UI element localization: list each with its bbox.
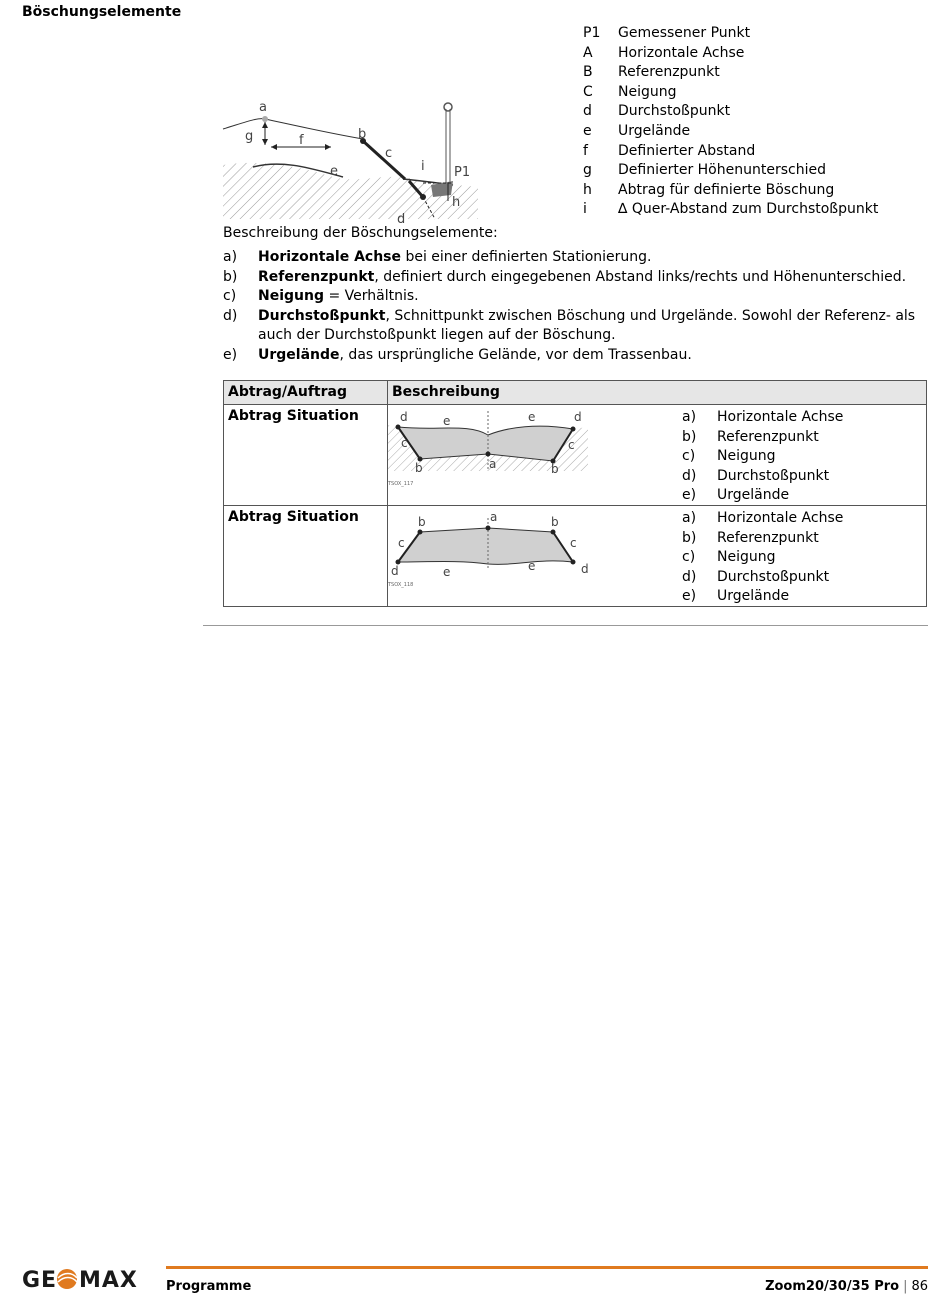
item-letter: e) [682,588,697,605]
svg-text:e: e [528,559,536,573]
footer-page-number: 86 [911,1279,928,1294]
item-text [258,346,692,366]
item-letter: b) [682,428,697,445]
item-label: Referenzpunkt [717,529,819,546]
legend-label: ∆ Quer-Abstand zum Durchstoßpunkt [618,201,879,218]
label-e: e [330,164,338,179]
label-g: g [245,129,254,144]
description-list [223,248,928,366]
svg-text:MAX: MAX [79,1268,138,1293]
legend-label: Neigung [618,83,677,100]
footer-section-name: Programme [166,1279,252,1294]
svg-text:e: e [528,410,536,424]
legend-row [583,142,878,162]
section-divider [203,625,928,626]
list-item [682,467,843,487]
legend-row [583,102,878,122]
list-item [682,447,843,467]
svg-text:a: a [489,457,497,471]
item-label: Durchstoßpunkt [717,467,830,484]
svg-text:b: b [551,515,559,529]
list-item [682,509,843,529]
label-b: b [358,127,367,142]
description-item [223,307,928,346]
item-label: Urgelände [717,588,790,605]
legend-row [583,122,878,142]
item-label: Durchstoßpunkt [717,568,830,585]
item-letter: d) [682,568,697,585]
legend-label: Referenzpunkt [618,64,720,81]
fill-situation-diagram [388,510,593,590]
description-item [223,287,928,307]
legend-row [583,161,878,181]
legend-key: A [583,44,593,61]
description-item [223,268,928,288]
item-body: , Schnittpunkt zwischen Böschung und Urgelände. Sowohl der Referenz- als auch der Durchstoßpunkt liegen auf der Böschung. [258,307,916,344]
svg-text:d: d [391,564,399,578]
svg-text:c: c [568,438,575,452]
slope-elements-diagram [223,97,478,227]
legend-row [583,181,878,201]
list-item [682,408,843,428]
item-label: Horizontale Achse [717,510,844,526]
legend-key: d [583,103,592,120]
legend-label: Horizontale Achse [618,44,745,61]
footer-page-info [700,1279,928,1294]
svg-text:d: d [400,410,408,424]
footer-accent-bar [166,1266,928,1269]
svg-text:b: b [551,462,559,476]
item-label: Horizontale Achse [717,409,844,425]
label-i: i [421,159,425,174]
legend-key: C [583,83,593,100]
situation-items [682,408,843,506]
legend-row [583,24,878,44]
item-letter: b) [682,529,697,546]
item-letter: c) [223,288,237,305]
situation-description [388,506,927,607]
legend-key: h [583,181,592,198]
item-label: Neigung [717,448,776,465]
legend-row [583,63,878,83]
svg-text:c: c [398,536,405,550]
item-body: = Verhältnis. [324,288,419,305]
legend-key: e [583,122,592,139]
item-letter: c) [682,549,696,566]
legend-label: Urgelände [618,122,691,139]
legend-key: f [583,142,588,159]
description-item [223,346,928,366]
situation-description [388,405,927,506]
svg-text:b: b [415,461,423,475]
svg-text:e: e [443,565,451,579]
item-text [258,268,906,288]
label-f: f [299,133,304,148]
legend-key: B [583,64,593,81]
list-item [682,486,843,506]
header-abtrag-auftrag: Abtrag/Auftrag [224,381,388,405]
legend-label: Definierter Höhenunterschied [618,162,826,179]
item-term: Urgelände [258,346,340,363]
item-label: Referenzpunkt [717,428,819,445]
svg-text:b: b [418,515,426,529]
item-term: Neigung [258,288,324,305]
item-term: Referenzpunkt [258,268,375,285]
footer-separator: | [903,1279,908,1294]
situation-label: Abtrag Situation [224,405,388,506]
situation-table [223,380,927,607]
description-item [223,248,928,268]
item-letter: e) [223,346,238,363]
label-a: a [259,100,267,115]
item-body: bei einer definierten Stationierung. [401,249,652,265]
situation-items [682,509,843,607]
legend-row [583,44,878,64]
list-item [682,587,843,607]
svg-text:c: c [570,536,577,550]
legend-row [583,83,878,103]
item-letter: b) [223,268,238,285]
table-row [224,405,927,506]
item-text [258,307,928,346]
item-text [258,248,652,268]
legend-label: Gemessener Punkt [618,25,751,41]
svg-text:GE: GE [22,1268,58,1293]
geomax-logo-mark [22,1266,152,1292]
table-row [224,506,927,607]
header-beschreibung: Beschreibung [388,381,927,405]
diagram-code: TSOX_117 [388,481,414,487]
item-letter: a) [682,409,697,425]
legend-key: P1 [583,25,601,41]
label-h: h [452,195,461,210]
legend-key: i [583,201,587,218]
diagram-legend [583,24,878,220]
label-c: c [385,146,393,161]
section-title: Böschungselemente [22,4,182,20]
legend-row [583,200,878,220]
item-letter: a) [682,510,697,526]
label-d: d [397,212,406,227]
item-letter: c) [682,448,696,465]
footer-product: Zoom20/30/35 Pro [765,1279,900,1294]
svg-text:a: a [490,510,498,524]
list-item [682,529,843,549]
legend-label: Durchstoßpunkt [618,103,731,120]
legend-key: g [583,162,592,179]
cut-situation-diagram [388,409,593,489]
item-letter: d) [223,307,238,324]
item-label: Urgelände [717,487,790,504]
item-term: Horizontale Achse [258,249,402,265]
legend-label: Abtrag für definierte Böschung [618,181,835,198]
list-item [682,548,843,568]
item-label: Neigung [717,549,776,566]
item-letter: a) [223,249,238,265]
item-body: , definiert durch eingegebenen Abstand links/rechts und Höhenunterschied. [374,268,907,285]
svg-text:d: d [574,410,582,424]
label-p1: P1 [454,165,471,180]
diagram-code: TSOX_118 [388,582,414,588]
item-letter: e) [682,487,697,504]
svg-text:c: c [401,436,408,450]
legend-label: Definierter Abstand [618,142,756,159]
table-header-row [224,381,927,405]
item-text [258,287,419,307]
list-item [682,568,843,588]
svg-text:d: d [581,562,589,576]
item-letter: d) [682,467,697,484]
svg-text:e: e [443,414,451,428]
description-intro: Beschreibung der Böschungselemente: [223,225,498,241]
item-body: , das ursprüngliche Gelände, vor dem Trassenbau. [339,346,692,363]
geomax-logo [22,1266,152,1298]
situation-label: Abtrag Situation [224,506,388,607]
list-item [682,428,843,448]
item-term: Durchstoßpunkt [258,307,386,324]
